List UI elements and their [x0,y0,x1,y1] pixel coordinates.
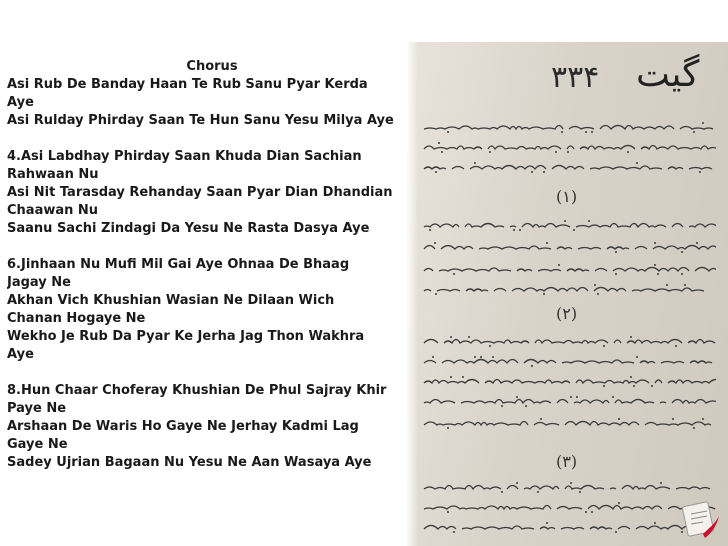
lyric-line: Arshaan De Waris Ho Gaye Ne Jerhay Kadmi Lag [7,419,359,434]
script-dot [597,293,599,295]
script-dot [585,131,587,133]
script-stroke [424,422,711,426]
lyric-line: Asi Nit Tarasday Rehanday Saan Pyar Dian Dhandian [7,185,393,200]
script-dot [579,491,581,493]
script-dot [435,171,437,173]
script-dot [561,131,563,133]
script-dot [501,491,503,493]
lyric-line: 4.Asi Labdhay Phirday Saan Khuda Dian Sachian [7,149,362,164]
script-dot [675,345,677,347]
script-dot [513,229,515,231]
lyrics-panel [7,58,407,546]
script-dot [489,151,491,153]
script-dot [636,356,638,358]
script-stroke [424,486,710,490]
script-stroke [424,246,716,250]
lyric-line: Wekho Je Rub Da Pyar Ke Jerha Jag Thon Wakhra [7,329,365,344]
stanza-gap [7,364,407,382]
script-dot [666,284,668,286]
scan-header [421,54,721,94]
lyric-line: Akhan Vich Khushian Wasian Ne Dilaan Wich [7,293,335,308]
script-dot [540,418,542,420]
script-dot [618,418,620,420]
script-stroke [424,400,716,404]
script-dot [681,251,683,253]
lyric-line: Jagay Ne [7,275,71,290]
presentation-logo-icon [681,498,721,540]
script-dot [474,162,476,164]
script-dot [603,345,605,347]
script-dot [699,171,701,173]
script-dot [684,284,686,286]
lyric-line: Paye Ne [7,401,67,416]
scanned-urdu-page [406,42,728,546]
lyric-line: Rahwaan Nu [7,167,99,182]
script-dot [558,264,560,266]
script-dot [468,336,470,338]
script-dot [612,396,614,398]
script-dot [564,220,566,222]
script-dot [531,171,533,173]
script-dot [615,251,617,253]
script-dot [441,151,443,153]
lyric-line: Chaawan Nu [7,203,99,218]
urdu-script-line [420,160,716,174]
verse-marker: (۳) [556,452,578,471]
script-dot [447,131,449,133]
script-dot [432,356,434,358]
urdu-script-line [420,416,716,430]
script-dot [651,385,653,387]
script-dot [654,264,656,266]
script-dot [450,376,452,378]
script-dot [447,427,449,429]
script-dot [492,356,494,358]
script-dot [627,151,629,153]
script-stroke [424,360,716,364]
script-stroke [424,340,715,344]
urdu-script-line [420,480,716,494]
script-dot [474,356,476,358]
script-dot [594,284,596,286]
script-dot [591,511,593,513]
urdu-script-line [420,240,716,254]
script-dot [525,405,527,407]
script-dot [660,482,662,484]
lyric-line: Aye [7,95,34,110]
script-dot [516,396,518,398]
script-stroke [424,526,716,530]
verse-marker: (۱) [556,187,578,206]
stanza-gap [7,130,407,148]
script-dot [585,511,587,513]
script-dot [531,365,533,367]
script-stroke [424,506,715,510]
lyric-line: Chanan Hogaye Ne [7,311,146,326]
script-dot [543,171,545,173]
urdu-script-line [420,520,716,534]
script-dot [519,229,521,231]
script-dot [654,522,656,524]
lyric-line: Saanu Sachi Zindagi Da Yesu Ne Rasta Dasya Aye [7,221,370,236]
script-dot [567,151,569,153]
script-dot [570,396,572,398]
script-dot [672,418,674,420]
script-stroke [424,224,716,228]
script-dot [462,376,464,378]
script-dot [654,242,656,244]
verse-marker: (۲) [556,304,578,323]
script-dot [603,385,605,387]
urdu-script-line [420,218,716,232]
script-dot [546,242,548,244]
lyric-line: 6.Jinhaan Nu Mufi Mil Gai Aye Ohnaa De Bhaag [7,257,350,272]
script-dot [435,293,437,295]
script-dot [453,531,455,533]
script-dot [615,531,617,533]
script-dot [591,131,593,133]
urdu-script-line [420,334,716,348]
script-dot [696,242,698,244]
script-stroke [424,268,716,272]
chorus-heading: Chorus [186,59,238,74]
hymn-number: ۳۳۴ [551,60,600,95]
script-dot [537,491,539,493]
script-dot [555,151,557,153]
script-dot [576,396,578,398]
urdu-script-line [420,354,716,368]
urdu-script-line [420,394,716,408]
lyric-line: Aye [7,347,34,362]
script-dot [546,522,548,524]
urdu-script-line [420,374,716,388]
script-dot [501,405,503,407]
urdu-script-line [420,262,716,276]
lyric-line: 8.Hun Chaar Choferay Khushian De Phul Sajray Khir [7,383,387,398]
scan-fade-edge [406,42,418,546]
script-stroke [424,126,713,130]
script-dot [633,385,635,387]
script-dot [543,293,545,295]
urdu-script-line [420,120,716,134]
lyric-line: Asi Rub De Banday Haan Te Rub Sanu Pyar Kerda [7,77,368,92]
script-dot [429,229,431,231]
hymn-title: گیت [636,54,700,95]
script-dot [573,229,575,231]
script-stroke [424,146,716,150]
urdu-script-line [420,140,716,154]
script-dot [630,336,632,338]
script-dot [702,122,704,124]
script-dot [618,502,620,504]
script-dot [516,482,518,484]
script-dot [480,356,482,358]
urdu-script-line [420,500,716,514]
script-dot [702,418,704,420]
script-dot [438,142,440,144]
script-dot [636,162,638,164]
script-dot [489,345,491,347]
lyric-line: Gaye Ne [7,437,68,452]
script-stroke [424,166,716,170]
script-stroke [424,380,716,384]
urdu-script-line [420,282,716,296]
lyric-line: Sadey Ujrian Bagaan Nu Yesu Ne Aan Wasaya Aye [7,455,372,470]
script-dot [681,273,683,275]
script-dot [450,336,452,338]
lyric-line: Asi Rulday Phirday Saan Te Hun Sanu Yesu Milya Aye [7,113,394,128]
script-dot [657,273,659,275]
script-dot [434,242,436,244]
script-dot [693,427,695,429]
script-dot [447,511,449,513]
script-dot [570,482,572,484]
script-dot [630,376,632,378]
script-stroke [424,288,710,292]
stanza-gap [7,238,407,256]
script-dot [693,131,695,133]
script-dot [588,220,590,222]
script-dot [453,273,455,275]
script-dot [615,273,617,275]
